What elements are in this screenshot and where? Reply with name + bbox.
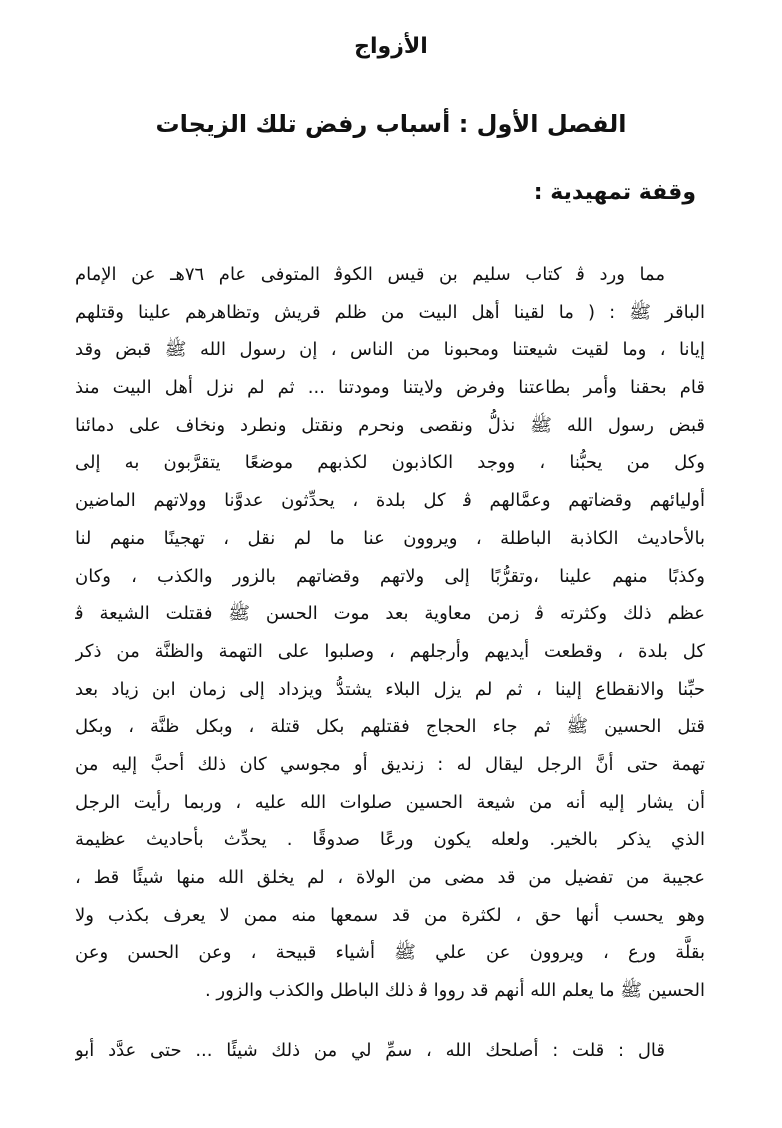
text-line: كل بلدة ، وقطعت أيديهم وأرجلهم ، وصلبوا على التهمة والظنَّة من ذكر [75,640,705,662]
chapter-title: الفصل الأول : أسباب رفض تلك الزيجات [155,110,627,138]
text-line: أوليائهم وقضاتهم وعمَّالهم ﭬ كل بلدة ، يحدِّثون عدوَّنا وولاتهم الماضين [75,490,705,512]
body-text [75,256,705,1069]
paragraph-2 [75,1032,705,1070]
text-line: قتل الحسين ﷺ ثم جاء الحجاج فقتلهم بكل قتلة ، وبكل ظنَّة ، وبكل [75,716,705,738]
text-line: الحسين ﷺ ما يعلم الله أنهم قد رووا ﭬ ذلك الباطل والكذب والزور . [204,980,705,1002]
text-line: وهو يحسب أنها حق ، لكثرة من قد سمعها منه ممن لا يعرف بكذب ولا [75,904,705,926]
text-line: قال : قلت : أصلحك الله ، سمِّ لي من ذلك شيئًا ... حتى عدَّد أبو [75,1039,665,1061]
paragraph-1 [75,256,705,1010]
text-line: الباقر ﷺ : ( ما لقينا أهل البيت من ظلم قريش وتظاهرهم علينا وقتلهم [75,301,705,323]
text-line: وكل من يحبُّنا ، ووجد الكاذبون لكذبهم موضعًا يتقرَّبون به إلى [75,452,705,474]
text-line: بالأحاديث الكاذبة الباطلة ، ويروون عنا ما لم نقل ، تهجينًا منهم لنا [75,527,705,549]
text-line: حبِّنا والانقطاع إلينا ، ثم لم يزل البلاء يشتدُّ ويزداد إلى زمان ابن زياد بعد [75,678,705,700]
text-line: عجيبة من تفضيل من قد مضى من الولاة ، لم يخلق الله منها شيئًا قط ، [75,867,705,888]
text-line: بقلَّة ورع ، ويروون عن علي ﷺ أشياء قبيحة ، وعن الحسن وعن [75,942,705,964]
text-line: تهمة حتى أنَّ الرجل ليقال له : زنديق أو مجوسي كان ذلك أحبَّ إليه من [75,753,705,775]
text-line: قبض رسول الله ﷺ نذلُّ ونقصى ونحرم ونقتل ونطرد ونخاف على دمائنا [75,414,705,436]
text-line: الذي يذكر بالخير. ولعله يكون ورعًا صدوقًا . يحدِّث بأحاديث عظيمة [75,829,705,851]
subheading: وقفة تمهيدية : [533,180,696,205]
section-title: الأزواج [354,34,428,59]
text-line: عظم ذلك وكثرته ﭬ زمن معاوية بعد موت الحسن ﷺ فقتلت الشيعة ﭬ [75,603,705,625]
text-line: أن يشار إليه أنه من شيعة الحسين صلوات الله عليه ، وربما رأيت الرجل [75,791,705,813]
text-line: قام بحقنا وأمر بطاعتنا وفرض ولايتنا ومودتنا ... ثم لم نزل أهل البيت منذ [75,377,705,399]
text-line: إيانا ، وما لقيت شيعتنا ومحبونا من الناس ، إن رسول الله ﷺ قبض وقد [75,339,705,361]
text-line: وكذبًا منهم علينا ،وتقرُّبًا إلى ولاتهم وقضاتهم بالزور والكذب ، وكان [75,565,705,587]
text-line: مما ورد ﭬ كتاب سليم بن قيس الكوﭬ المتوفى عام ٧٦هـ عن الإمام [75,264,665,285]
